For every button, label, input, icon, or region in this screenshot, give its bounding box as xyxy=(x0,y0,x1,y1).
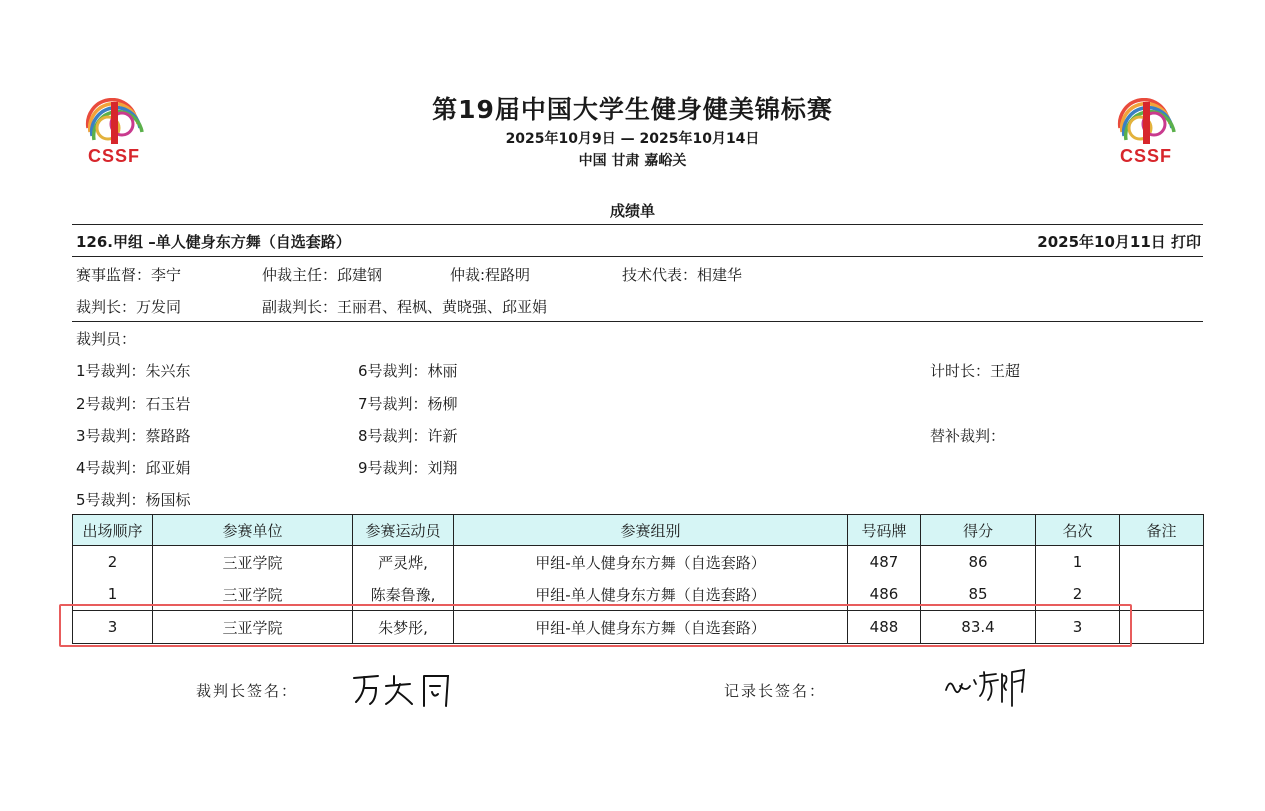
arbitration-chief: 仲裁主任：邱建钢 xyxy=(262,266,383,284)
judge-3: 3号裁判：蔡路路 xyxy=(76,427,191,445)
table-cell: 陈秦鲁豫, xyxy=(353,578,454,611)
document-header xyxy=(0,92,1265,172)
table-cell: 甲组-单人健身东方舞（自选套路） xyxy=(454,546,848,579)
event-name: 126.甲组 –单人健身东方舞（自选套路） xyxy=(76,233,351,251)
judge-6: 6号裁判：林丽 xyxy=(358,362,458,380)
table-header-row xyxy=(73,515,1204,546)
judges-label: 裁判员： xyxy=(76,330,137,348)
judge-2: 2号裁判：石玉岩 xyxy=(76,395,191,413)
judge-7: 7号裁判：杨柳 xyxy=(358,395,458,413)
divider xyxy=(72,256,1203,257)
column-header: 名次 xyxy=(1036,515,1120,546)
sheet-title: 成绩单 xyxy=(609,202,655,220)
divider xyxy=(72,321,1203,322)
table-cell: 85 xyxy=(921,578,1036,611)
column-header: 出场顺序 xyxy=(73,515,153,546)
judge-9: 9号裁判：刘翔 xyxy=(358,459,458,477)
recorder-signature-label: 记录长签名： xyxy=(724,682,827,700)
table-cell xyxy=(1120,546,1204,579)
table-cell: 3 xyxy=(1036,611,1120,644)
table-cell: 三亚学院 xyxy=(153,578,353,611)
table-cell: 3 xyxy=(73,611,153,644)
tech-delegate: 技术代表：相建华 xyxy=(622,266,743,284)
chief-judge-signature xyxy=(350,668,460,710)
table-row xyxy=(73,546,1204,579)
table-cell: 2 xyxy=(1036,578,1120,611)
competition-title: 第19届中国大学生健身健美锦标赛 xyxy=(432,95,833,124)
table-cell: 甲组-单人健身东方舞（自选套路） xyxy=(454,611,848,644)
column-header: 号码牌 xyxy=(848,515,921,546)
competition-dates: 2025年10月9日 — 2025年10月14日 xyxy=(505,131,760,147)
table-cell: 488 xyxy=(848,611,921,644)
supervisor: 赛事监督：李宁 xyxy=(76,266,182,284)
table-cell: 83.4 xyxy=(921,611,1036,644)
logo-wordmark: CSSF xyxy=(1119,146,1172,166)
judge-5: 5号裁判：杨国标 xyxy=(76,491,191,509)
column-header: 参赛运动员 xyxy=(353,515,454,546)
judge-1: 1号裁判：朱兴东 xyxy=(76,362,191,380)
print-date: 2025年10月11日 打印 xyxy=(1037,233,1201,251)
highlight-box xyxy=(59,604,1132,647)
table-cell: 1 xyxy=(73,578,153,611)
table-cell xyxy=(1120,611,1204,644)
table-cell: 86 xyxy=(921,546,1036,579)
arbitration: 仲裁:程路明 xyxy=(450,266,531,284)
divider xyxy=(72,224,1203,225)
deputy-chief-judge: 副裁判长：王丽君、程枫、黄晓强、邱亚娟 xyxy=(262,298,548,316)
table-cell: 甲组-单人健身东方舞（自选套路） xyxy=(454,578,848,611)
column-header: 备注 xyxy=(1120,515,1204,546)
logo-wordmark: CSSF xyxy=(87,146,140,166)
column-header: 参赛组别 xyxy=(454,515,848,546)
chief-judge-signature-label: 裁判长签名： xyxy=(196,682,299,700)
recorder-signature xyxy=(940,662,1030,710)
table-cell xyxy=(1120,578,1204,611)
table-cell: 2 xyxy=(73,546,153,579)
table-cell: 三亚学院 xyxy=(153,611,353,644)
table-cell: 486 xyxy=(848,578,921,611)
table-cell: 三亚学院 xyxy=(153,546,353,579)
column-header: 得分 xyxy=(921,515,1036,546)
table-cell: 朱梦彤, xyxy=(353,611,454,644)
table-cell: 严灵烨, xyxy=(353,546,454,579)
column-header: 参赛单位 xyxy=(153,515,353,546)
table-cell: 487 xyxy=(848,546,921,579)
timekeeper: 计时长：王超 xyxy=(930,362,1021,380)
table-cell: 1 xyxy=(1036,546,1120,579)
competition-venue: 中国 甘肃 嘉峪关 xyxy=(578,153,687,169)
chief-judge: 裁判长：万发同 xyxy=(76,298,182,316)
judge-4: 4号裁判：邱亚娟 xyxy=(76,459,191,477)
judge-8: 8号裁判：许新 xyxy=(358,427,458,445)
substitute-judge: 替补裁判： xyxy=(930,427,1006,445)
